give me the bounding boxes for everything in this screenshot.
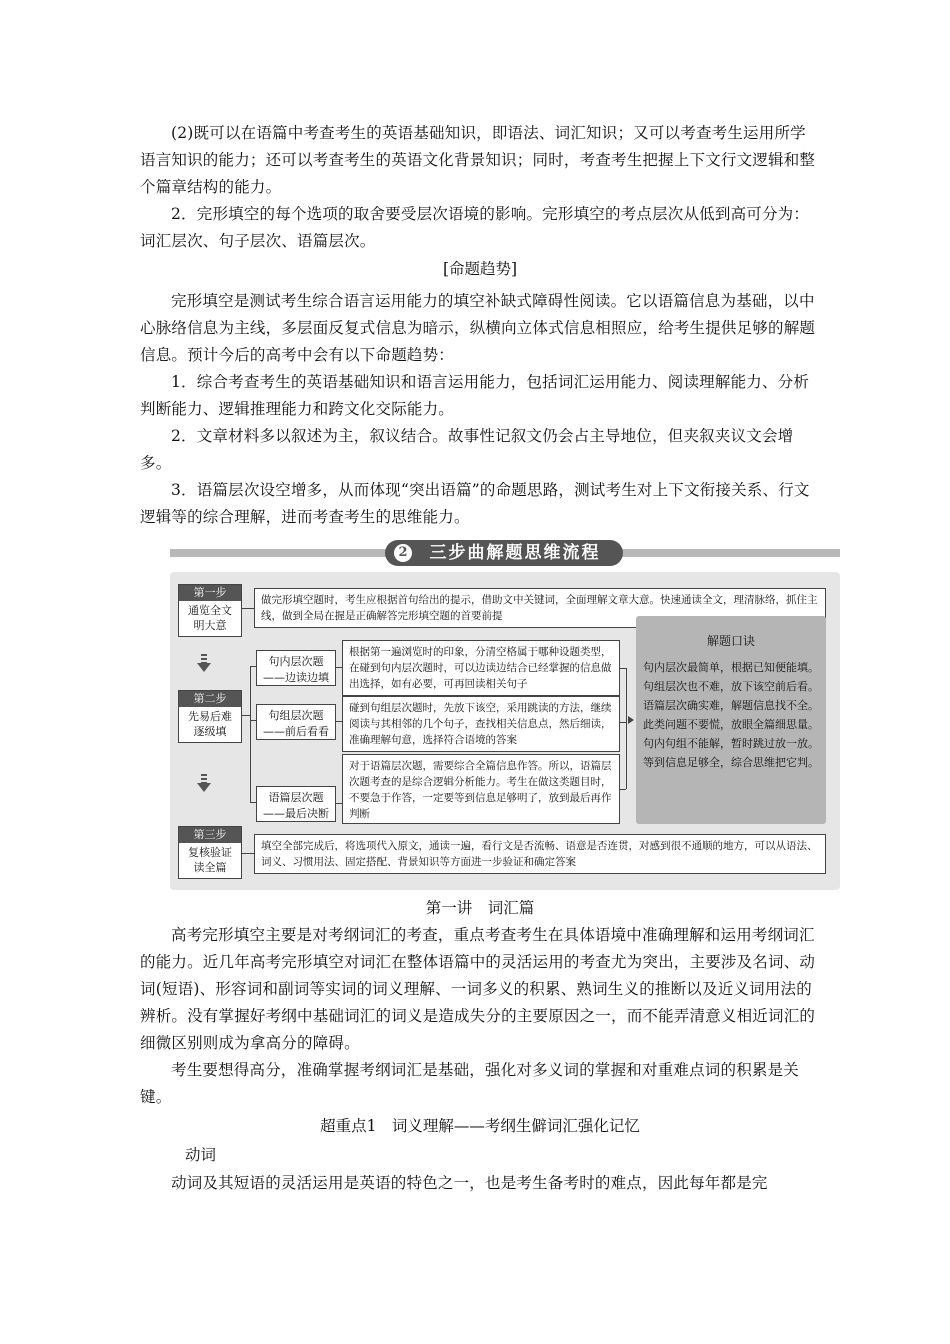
step1-box [178,584,242,637]
tips-line: 句内层次最简单，根据已知便能填。 [643,661,819,674]
step2-branch-line [250,666,251,802]
step3-connector [242,853,254,854]
banner-title: 三步曲解题思维流程 [385,540,623,566]
step2-box [178,690,242,743]
flow-banner [170,540,840,566]
arrow-stem-2 [201,774,207,783]
tips-box [636,616,826,824]
lecture-paragraph-1: 高考完形填空主要是对考纲词汇的考查，重点考查考生在具体语境中准确理解和运用考纲词汇的能力。近几年高考完形填空对词汇在整体语篇中的灵活运用的考查尤为突出，主要涉及名词、动词(短语)、形容词和副词等实词的词义理解、一词多义的积累、熟词生义的推断以及近义词用法的辨析。没有掌握好考纲中基础词汇的词义是造成失分的主要原因之一，而不能弄清意义相近词汇的细微区别则成为拿高分的障碍。 [140,926,816,1052]
trend-paragraph-3: 2．文章材料多以叙述为主，叙议结合。故事性记叙文仍会占主导地位，但夹叙夹议文会增多。 [140,427,794,472]
tip-connector-vertical [626,668,627,789]
arrow-down-icon [197,663,211,672]
intro-paragraph-2: 2．完形填空的每个选项的取舍要受层次语境的影响。完形填空的考点层次从低到高可分为：词汇层次、句子层次、语篇层次。 [140,205,810,250]
step3-text: 填空全部完成后，将选项代入原文，通读一遍，看行文是否流畅、语意是否连贯，对感到很不通顺的地方，可以从语法、词义、习惯用法、固定搭配、背景知识等方面进一步验证和确定答案 [254,834,826,874]
step1-body: 通览全文 明大意 [188,604,232,632]
step2-head: 第二步 [179,691,241,707]
sub2-text: 碰到句组层次题时，先放下该空，采用跳读的方法，继续阅读与其相邻的几个句子，查找相关信息点，然后细读，准确理解句意，选择符合语境的答案 [342,696,620,752]
sub3-text: 对于语篇层次题，需要综合全篇信息作答。所以，语篇层次题考查的是综合逻辑分析能力。考生在做这类题目时，不要急于作答，一定要等到信息足够明了，放到最后再作判断 [342,754,620,824]
tips-line: 句组层次也不难，放下该空前后看。 [643,680,819,693]
step3-box [178,826,242,879]
arrow-down-icon [197,783,211,792]
tips-line: 此类问题不要慌，放眼全篇细思量。 [643,718,819,731]
step1-head: 第一步 [179,585,241,601]
step3-head: 第三步 [179,827,241,843]
step1-connector [242,608,254,609]
step3-body: 复核验证 读全篇 [188,846,232,874]
step1-text: 做完形填空题时，考生应根据首句给出的提示，借助文中关键词，全面理解文章大意。快速通读全文，理清脉络，抓住主线，做到全局在握是正确解答完形填空题的首要前提 [254,588,826,628]
tip-connector-3 [620,789,626,790]
lecture-paragraph-2: 考生要想得高分，准确掌握考纲词汇是基础，强化对多义词的掌握和对重难点词的积累是关键。 [140,1061,800,1106]
flow-panel [170,572,840,890]
step2-connector [242,715,250,716]
intro-paragraph-1: (2)既可以在语篇中考查考生的英语基础知识，即语法、词汇知识；又可以考查考生运用所学语言知识的能力；还可以考查考生的英语文化背景知识；同时，考查考生把握上下文行文逻辑和整个篇章结构的能力。 [140,124,816,196]
arrow-right-icon [628,716,634,724]
tips-title: 解题口诀 [706,634,755,648]
sub1-title: 句内层次题 ——边读边填 [256,650,336,686]
trend-heading: [命题趋势] [442,260,518,278]
lecture-title: 第一讲 词汇篇 [425,899,535,917]
tips-line: 语篇层次确实难，解题信息找不全。 [643,699,819,712]
point-title: 超重点1 词义理解——考纲生僻词汇强化记忆 [320,1117,640,1135]
trend-paragraph-2: 1．综合考查考生的英语基础知识和语言运用能力，包括词汇运用能力、阅读理解能力、分析判断能力、逻辑推理能力和跨文化交际能力。 [140,373,810,418]
section-subtitle: 动词 [185,1146,217,1164]
trend-paragraph-1: 完形填空是测试考生综合语言运用能力的填空补缺式障碍性阅读。它以语篇信息为基础，以中心脉络信息为主线，多层面反复式信息为暗示，纵横向立体式信息相照应，给考生提供足够的解题信息。预计今后的高考中会有以下命题趋势： [140,292,816,364]
step2-body: 先易后难 逐级填 [188,710,232,738]
tips-line: 句内句组不能解，暂时跳过放一放。 [643,737,819,750]
tips-line: 等到信息足够全，综合思维把它判。 [643,756,819,769]
sub3-title: 语篇层次题 ——最后决断 [256,786,336,822]
banner-logo-icon: 2 [394,544,412,562]
lecture-paragraph-3: 动词及其短语的灵活运用是英语的特色之一，也是考生备考时的难点，因此每年都是完 [171,1174,768,1192]
arrow-stem-1 [201,654,207,663]
sub2-title: 句组层次题 ——前后看看 [256,704,336,740]
trend-paragraph-4: 3．语篇层次设空增多，从而体现“突出语篇”的命题思路，测试考生对上下文衔接关系、行文逻辑等的综合理解，进而考查考生的思维能力。 [140,481,810,526]
sub1-text: 根据第一遍浏览时的印象，分清空格属于哪种设题类型，在碰到句内层次题时，可以边读边结合已经掌握的信息做出选择，如有必要，可再回读相关句子 [342,640,620,696]
